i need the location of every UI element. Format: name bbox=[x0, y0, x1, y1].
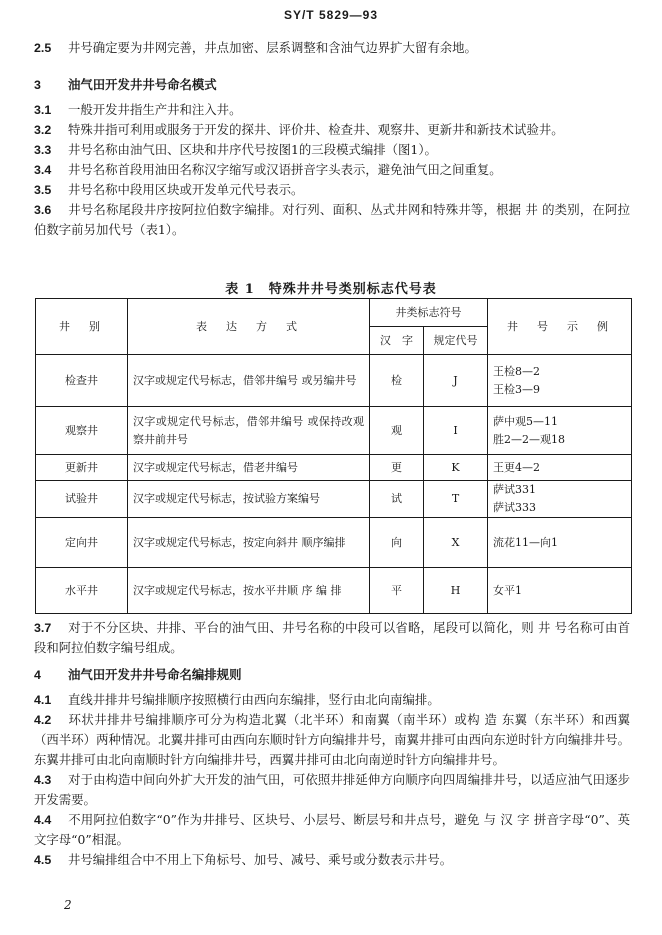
clause-text: 井号编排组合中不用上下角标号、加号、减号、乘号或分数表示井号。 bbox=[68, 852, 453, 867]
clause-number: 4.3 bbox=[34, 773, 52, 787]
clause-text: 一般开发井指生产井和注入井。 bbox=[68, 102, 242, 117]
well-type-table bbox=[35, 298, 632, 614]
well-type-cell: 水平井 bbox=[36, 568, 128, 614]
clause-number: 2.5 bbox=[34, 41, 52, 55]
paragraph-3-3 bbox=[34, 140, 630, 160]
example-cell bbox=[488, 455, 632, 481]
clause-text: 环状井排井号编排顺序可分为构造北翼（北半环）和南翼（南半环）或构 造 东翼（东半环）和西翼（西半环）两种情况。北翼井排可由西向东顺时针方向编排井号，南翼井排可由西向东逆时针方向编排井号。东翼井排可由北向南顺时针方向编排井号，西翼井排可由北向南逆时针方向编排井号。 bbox=[34, 712, 630, 767]
paragraph-4-1 bbox=[34, 690, 630, 710]
paragraph-3-5 bbox=[34, 180, 630, 200]
table-row bbox=[36, 568, 632, 614]
example-cell bbox=[488, 407, 632, 455]
example-cell bbox=[488, 518, 632, 568]
clause-number: 3.7 bbox=[34, 621, 52, 635]
clause-text: 井号名称尾段井序按阿拉伯数字编排。对行列、面积、丛式井网和特殊井等，根据 井 的类别，在阿拉伯数字前另加代号（表1）。 bbox=[34, 202, 630, 237]
example-cell bbox=[488, 355, 632, 407]
hanzi-cell: 观 bbox=[370, 407, 424, 455]
hanzi-cell: 平 bbox=[370, 568, 424, 614]
hanzi-cell: 检 bbox=[370, 355, 424, 407]
example-cell bbox=[488, 481, 632, 518]
example-line: 女平1 bbox=[493, 583, 522, 597]
table-row bbox=[36, 355, 632, 407]
paragraph-3-4 bbox=[34, 160, 630, 180]
example-line: 流花11—向1 bbox=[493, 535, 558, 549]
clause-text: 井号名称由油气田、区块和井序代号按图1的三段模式编排（图1）。 bbox=[68, 142, 437, 157]
method-cell: 汉字或规定代号标志，按试验方案编号 bbox=[128, 481, 370, 518]
code-cell: J bbox=[424, 355, 488, 407]
clause-text: 不用阿拉伯数字“0”作为井排号、区块号、小层号、断层号和井点号，避免 与 汉 字 拼音字母“0”、英文字母“0”相混。 bbox=[34, 812, 630, 847]
method-cell: 汉字或规定代号标志，按定向斜井 顺序编排 bbox=[128, 518, 370, 568]
well-type-cell: 检查井 bbox=[36, 355, 128, 407]
header-symbol: 井类标志符号 bbox=[370, 299, 488, 327]
code-cell: H bbox=[424, 568, 488, 614]
hanzi-cell: 更 bbox=[370, 455, 424, 481]
well-type-cell: 试验井 bbox=[36, 481, 128, 518]
table-row bbox=[36, 455, 632, 481]
clause-number: 3.2 bbox=[34, 123, 52, 137]
clause-text: 对于由构造中间向外扩大开发的油气田，可依照井排延伸方向顺序向四周编排井号，以适应油气田逐步开发需要。 bbox=[34, 772, 630, 807]
section-number: 3 bbox=[34, 78, 41, 92]
section-title: 油气田开发井井号命名编排规则 bbox=[68, 667, 242, 682]
header-code: 规定代号 bbox=[424, 327, 488, 355]
section-3-heading bbox=[34, 75, 630, 95]
header-method: 表 达 方 式 bbox=[128, 299, 370, 355]
example-line: 王更4—2 bbox=[493, 460, 540, 474]
header-example: 井 号 示 例 bbox=[488, 299, 632, 355]
page-number: 2 bbox=[64, 898, 72, 912]
clause-number: 4.4 bbox=[34, 813, 52, 827]
code-cell: T bbox=[424, 481, 488, 518]
clause-number: 3.6 bbox=[34, 203, 52, 217]
paragraph-4-4 bbox=[34, 810, 630, 850]
table-row bbox=[36, 407, 632, 455]
table-header-row bbox=[36, 299, 632, 327]
example-line: 胜2—2—观18 bbox=[493, 432, 565, 446]
clause-text: 井号确定要为井网完善，井点加密、层系调整和含油气边界扩大留有余地。 bbox=[68, 40, 477, 55]
clause-number: 3.3 bbox=[34, 143, 52, 157]
example-cell bbox=[488, 568, 632, 614]
clause-text: 直线井排井号编排顺序按照横行由西向东编排，竖行由北向南编排。 bbox=[68, 692, 440, 707]
clause-number: 4.5 bbox=[34, 853, 52, 867]
hanzi-cell: 试 bbox=[370, 481, 424, 518]
clause-text: 特殊井指可利用或服务于开发的探井、评价井、检查井、观察井、更新井和新技术试验井。 bbox=[68, 122, 564, 137]
header-hanzi: 汉 字 bbox=[370, 327, 424, 355]
example-line: 萨试333 bbox=[493, 501, 536, 514]
paragraph-3-7 bbox=[34, 618, 630, 658]
document-header: SY/T 5829—93 bbox=[283, 8, 379, 22]
clause-number: 3.1 bbox=[34, 103, 52, 117]
clause-number: 4.2 bbox=[34, 713, 52, 727]
section-title: 油气田开发井井号命名模式 bbox=[68, 77, 217, 92]
example-line: 萨中观5—11 bbox=[493, 414, 558, 428]
header-well-type: 井 别 bbox=[36, 299, 128, 355]
clause-text: 对于不分区块、井排、平台的油气田、井号名称的中段可以省略，尾段可以简化，则 井 号名称可由首段和阿拉伯数字编号组成。 bbox=[34, 620, 630, 655]
paragraph-3-6 bbox=[34, 200, 630, 240]
paragraph-4-5 bbox=[34, 850, 630, 870]
paragraph-4-2 bbox=[34, 710, 630, 770]
clause-number: 4.1 bbox=[34, 693, 52, 707]
clause-number: 3.5 bbox=[34, 183, 52, 197]
method-cell: 汉字或规定代号标志，借邻井编号 或保持改观察井前井号 bbox=[128, 407, 370, 455]
code-cell: X bbox=[424, 518, 488, 568]
section-4-heading bbox=[34, 665, 630, 685]
paragraph-3-1 bbox=[34, 100, 630, 120]
method-cell: 汉字或规定代号标志，借邻井编号 或另编井号 bbox=[128, 355, 370, 407]
clause-text: 井号名称首段用油田名称汉字缩写或汉语拼音字头表示，避免油气田之间重复。 bbox=[68, 162, 502, 177]
table-caption: 表 1 特殊井井号类别标志代号表 bbox=[225, 282, 437, 297]
section-number: 4 bbox=[34, 668, 41, 682]
well-type-cell: 更新井 bbox=[36, 455, 128, 481]
hanzi-cell: 向 bbox=[370, 518, 424, 568]
paragraph-2-5 bbox=[34, 38, 630, 58]
paragraph-4-3 bbox=[34, 770, 630, 810]
table-row bbox=[36, 518, 632, 568]
code-cell: K bbox=[424, 455, 488, 481]
example-line: 萨试331 bbox=[493, 483, 536, 496]
method-cell: 汉字或规定代号标志，借老井编号 bbox=[128, 455, 370, 481]
clause-text: 井号名称中段用区块或开发单元代号表示。 bbox=[68, 182, 304, 197]
example-line: 王检3—9 bbox=[493, 382, 540, 396]
paragraph-3-2 bbox=[34, 120, 630, 140]
well-type-cell: 观察井 bbox=[36, 407, 128, 455]
well-type-cell: 定向井 bbox=[36, 518, 128, 568]
example-line: 王检8—2 bbox=[493, 364, 540, 378]
clause-number: 3.4 bbox=[34, 163, 52, 177]
table-row bbox=[36, 481, 632, 518]
code-cell: I bbox=[424, 407, 488, 455]
method-cell: 汉字或规定代号标志，按水平井顺 序 编 排 bbox=[128, 568, 370, 614]
